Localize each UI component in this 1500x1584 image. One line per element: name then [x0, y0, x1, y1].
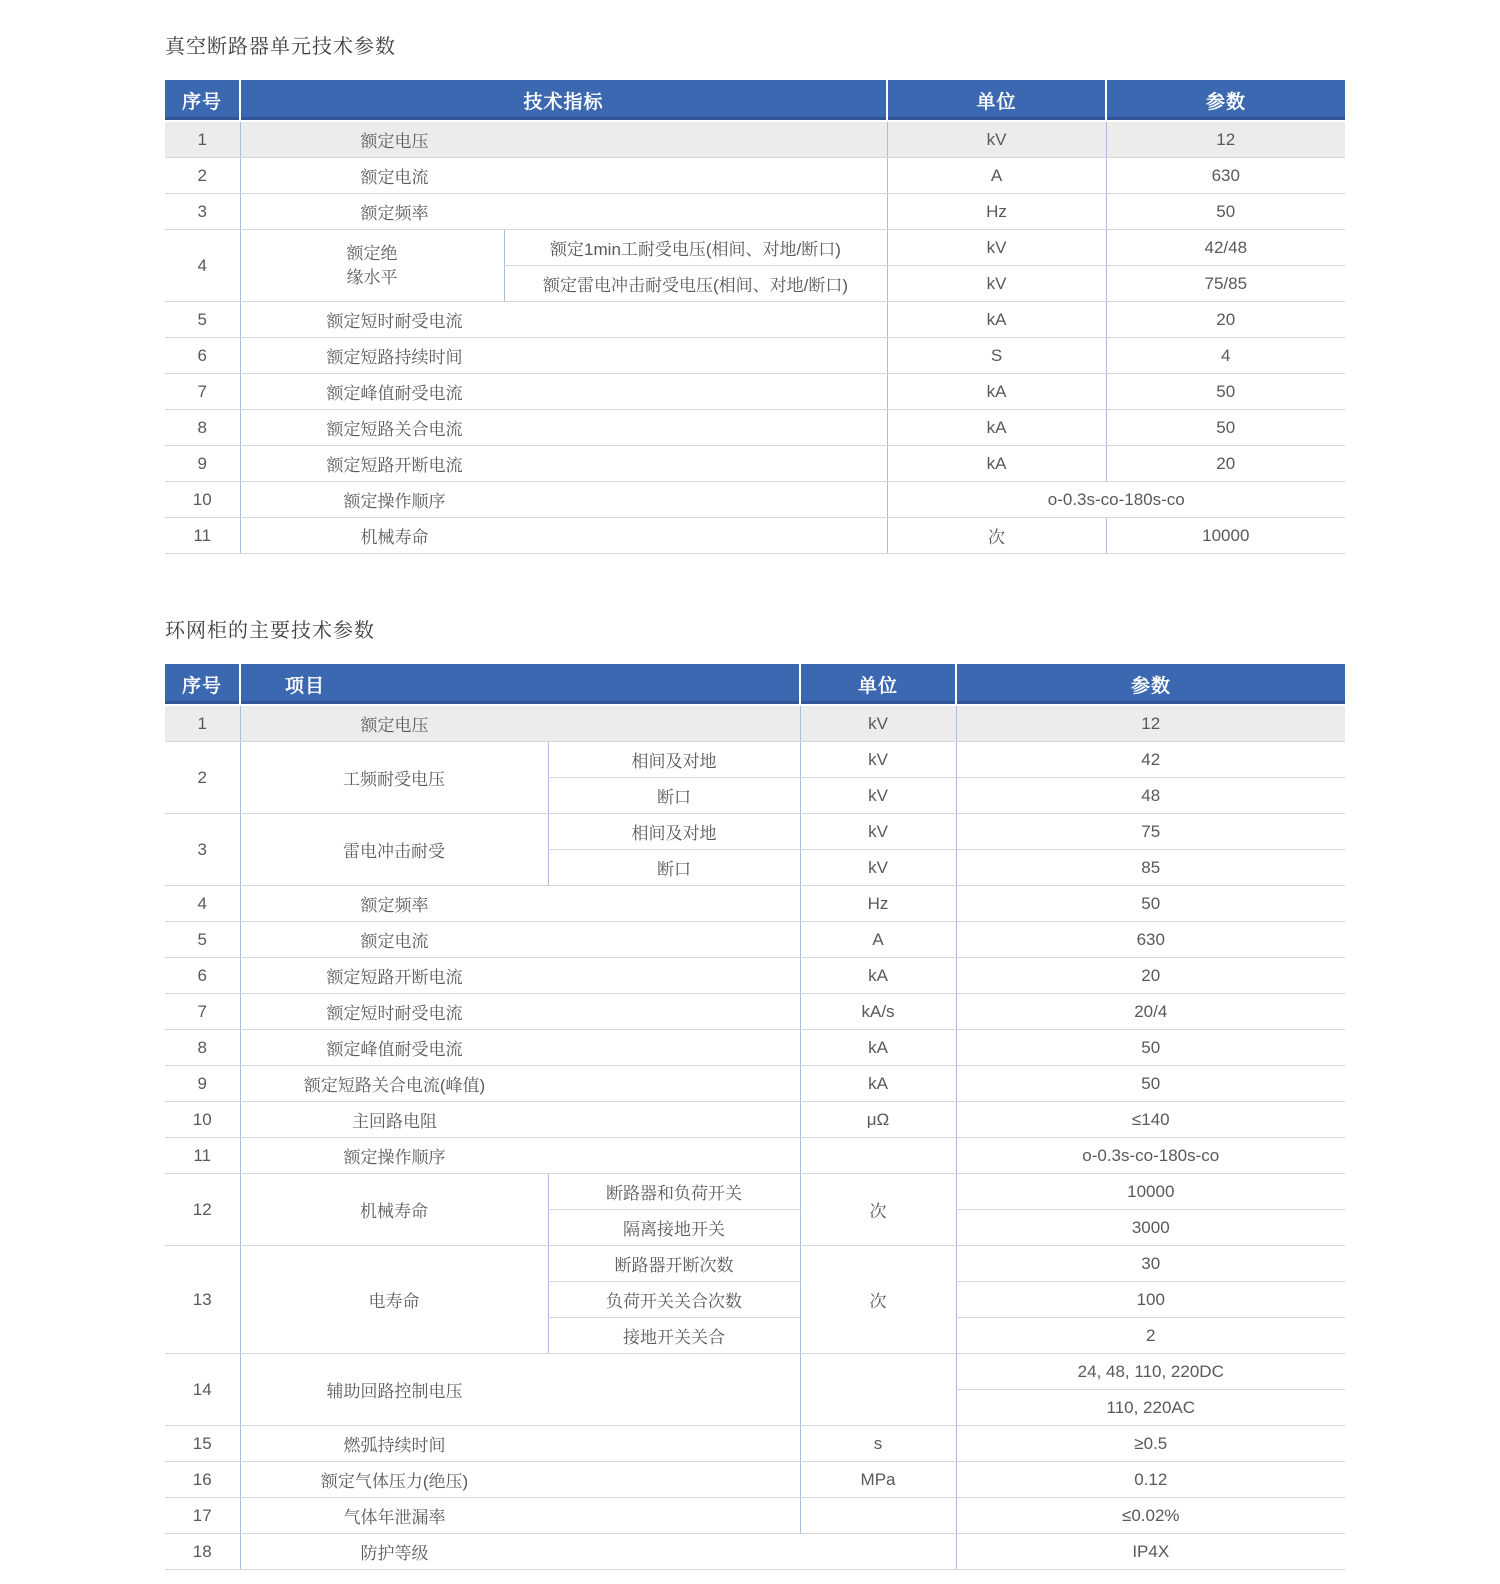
- unit-cell: Hz: [887, 194, 1106, 230]
- value-cell: 20: [956, 958, 1345, 994]
- value-cell: 12: [1106, 121, 1345, 158]
- value-cell: 2: [956, 1318, 1345, 1354]
- row-number: 11: [165, 1138, 240, 1174]
- table-row: [165, 1174, 1345, 1210]
- item-cell: 气体年泄漏率: [240, 1498, 800, 1534]
- unit-cell: kV: [800, 778, 956, 814]
- item-cell: 额定频率: [240, 886, 800, 922]
- unit-cell: kV: [800, 814, 956, 850]
- rmu-parameters-table: [165, 664, 1345, 1570]
- item-cell: 额定电流: [240, 922, 800, 958]
- sub-item-cell: 负荷开关关合次数: [548, 1282, 800, 1318]
- item-cell: 额定电流: [240, 158, 887, 194]
- row-number: 2: [165, 742, 240, 814]
- unit-cell: MPa: [800, 1462, 956, 1498]
- row-number: 8: [165, 410, 240, 446]
- table2-header-param: 参数: [956, 664, 1345, 705]
- row-number: 7: [165, 994, 240, 1030]
- item-cell: 辅助回路控制电压: [240, 1354, 800, 1426]
- table1-header-no: 序号: [165, 80, 240, 121]
- table-row: [165, 158, 1345, 194]
- value-cell: 630: [1106, 158, 1345, 194]
- unit-cell: A: [887, 158, 1106, 194]
- unit-cell: kA: [887, 410, 1106, 446]
- unit-cell: kV: [887, 230, 1106, 266]
- row-number: 7: [165, 374, 240, 410]
- item-cell: 电寿命: [240, 1246, 548, 1354]
- sub-item-cell: 相间及对地: [548, 814, 800, 850]
- item-cell: 额定操作顺序: [240, 482, 887, 518]
- table-row: [165, 121, 1345, 158]
- value-cell: 3000: [956, 1210, 1345, 1246]
- value-cell: 50: [1106, 410, 1345, 446]
- value-cell: 50: [956, 886, 1345, 922]
- value-cell: o-0.3s-co-180s-co: [956, 1138, 1345, 1174]
- row-number: 12: [165, 1174, 240, 1246]
- unit-cell: s: [800, 1426, 956, 1462]
- row-number: 8: [165, 1030, 240, 1066]
- unit-cell: A: [800, 922, 956, 958]
- row-number: 14: [165, 1354, 240, 1426]
- sub-item-cell: 额定1min工耐受电压(相间、对地/断口): [504, 230, 887, 266]
- value-cell: 50: [956, 1066, 1345, 1102]
- table-row: [165, 958, 1345, 994]
- sub-item-cell: 断口: [548, 850, 800, 886]
- unit-cell: 次: [800, 1174, 956, 1246]
- sub-item-cell: 相间及对地: [548, 742, 800, 778]
- value-cell: 50: [1106, 194, 1345, 230]
- table-row: [165, 1030, 1345, 1066]
- table-row: [165, 742, 1345, 778]
- row-number: 3: [165, 194, 240, 230]
- value-cell: 20: [1106, 302, 1345, 338]
- table-row: [165, 302, 1345, 338]
- unit-cell: kV: [800, 705, 956, 742]
- item-cell: 燃弧持续时间: [240, 1426, 800, 1462]
- row-number: 10: [165, 482, 240, 518]
- sub-item-cell: 额定雷电冲击耐受电压(相间、对地/断口): [504, 266, 887, 302]
- table-row: [165, 338, 1345, 374]
- item-cell: 工频耐受电压: [240, 742, 548, 814]
- table-row: [165, 410, 1345, 446]
- value-cell: 10000: [1106, 518, 1345, 554]
- table2-header-no: 序号: [165, 664, 240, 705]
- table2-header-unit: 单位: [800, 664, 956, 705]
- table-row: [165, 886, 1345, 922]
- item-cell: 额定短路关合电流(峰值): [240, 1066, 800, 1102]
- unit-cell: kV: [887, 121, 1106, 158]
- unit-cell: [800, 1138, 956, 1174]
- value-cell: ≥0.5: [956, 1426, 1345, 1462]
- unit-cell: kA: [887, 302, 1106, 338]
- unit-cell: kA: [800, 1030, 956, 1066]
- value-cell: 42/48: [1106, 230, 1345, 266]
- value-cell: 110, 220AC: [956, 1390, 1345, 1426]
- table1-header-unit: 单位: [887, 80, 1106, 121]
- row-number: 6: [165, 338, 240, 374]
- table-row: [165, 374, 1345, 410]
- table-row: [165, 1426, 1345, 1462]
- table-row: [165, 1138, 1345, 1174]
- value-cell: 75: [956, 814, 1345, 850]
- item-cell: 额定操作顺序: [240, 1138, 800, 1174]
- item-cell: 额定峰值耐受电流: [240, 374, 887, 410]
- row-number: 6: [165, 958, 240, 994]
- unit-cell: kA: [887, 446, 1106, 482]
- value-cell: 0.12: [956, 1462, 1345, 1498]
- value-cell: 75/85: [1106, 266, 1345, 302]
- table-row: [165, 1066, 1345, 1102]
- table1-header-indicator: 技术指标: [240, 80, 887, 121]
- row-number: 4: [165, 886, 240, 922]
- table2-header-row: [165, 664, 1345, 705]
- item-cell: 雷电冲击耐受: [240, 814, 548, 886]
- unit-cell: 次: [800, 1246, 956, 1354]
- table-row: [165, 1462, 1345, 1498]
- row-number: 5: [165, 922, 240, 958]
- table2-title: 环网柜的主要技术参数: [165, 620, 375, 642]
- item-cell: 防护等级: [240, 1534, 956, 1570]
- table-row: [165, 922, 1345, 958]
- value-cell: 20: [1106, 446, 1345, 482]
- item-cell: 额定峰值耐受电流: [240, 1030, 800, 1066]
- unit-cell: [800, 1498, 956, 1534]
- unit-cell: kV: [800, 850, 956, 886]
- value-cell: 4: [1106, 338, 1345, 374]
- table-row: [165, 1354, 1345, 1390]
- item-cell: 机械寿命: [240, 1174, 548, 1246]
- table-row: [165, 446, 1345, 482]
- item-cell: 额定短路开断电流: [240, 958, 800, 994]
- table1-title: 真空断路器单元技术参数: [165, 36, 396, 58]
- table-row: [165, 194, 1345, 230]
- unit-cell: kV: [800, 742, 956, 778]
- item-cell: 额定气体压力(绝压): [240, 1462, 800, 1498]
- row-number: 1: [165, 121, 240, 158]
- sub-item-cell: 隔离接地开关: [548, 1210, 800, 1246]
- table1-header-param: 参数: [1106, 80, 1345, 121]
- value-cell: 10000: [956, 1174, 1345, 1210]
- row-number: 9: [165, 446, 240, 482]
- table1-header-row: [165, 80, 1345, 121]
- item-cell: 额定短路持续时间: [240, 338, 887, 374]
- row-number: 2: [165, 158, 240, 194]
- unit-cell: kA: [800, 958, 956, 994]
- value-cell: 20/4: [956, 994, 1345, 1030]
- value-cell: 100: [956, 1282, 1345, 1318]
- row-number: 3: [165, 814, 240, 886]
- unit-cell: 次: [887, 518, 1106, 554]
- unit-cell: kV: [887, 266, 1106, 302]
- table-row: [165, 1102, 1345, 1138]
- value-cell: IP4X: [956, 1534, 1345, 1570]
- value-cell: 85: [956, 850, 1345, 886]
- table-row: [165, 482, 1345, 518]
- value-cell: 50: [956, 1030, 1345, 1066]
- unit-cell: S: [887, 338, 1106, 374]
- row-number: 9: [165, 1066, 240, 1102]
- sub-item-cell: 接地开关关合: [548, 1318, 800, 1354]
- table-row: [165, 230, 1345, 266]
- row-number: 18: [165, 1534, 240, 1570]
- row-number: 4: [165, 230, 240, 302]
- value-cell: 50: [1106, 374, 1345, 410]
- value-cell: 12: [956, 705, 1345, 742]
- value-cell: 42: [956, 742, 1345, 778]
- unit-cell: μΩ: [800, 1102, 956, 1138]
- table-row: [165, 1534, 1345, 1570]
- item-cell: 额定频率: [240, 194, 887, 230]
- row-number: 16: [165, 1462, 240, 1498]
- sub-item-cell: 断口: [548, 778, 800, 814]
- unit-cell: kA: [887, 374, 1106, 410]
- value-cell: o-0.3s-co-180s-co: [887, 482, 1345, 518]
- item-cell: 额定短时耐受电流: [240, 994, 800, 1030]
- item-cell: 额定电压: [240, 705, 800, 742]
- table-row: [165, 1498, 1345, 1534]
- unit-cell: kA: [800, 1066, 956, 1102]
- row-number: 5: [165, 302, 240, 338]
- page-content: [165, 34, 1345, 1570]
- row-number: 17: [165, 1498, 240, 1534]
- table-row: [165, 518, 1345, 554]
- vcb-parameters-table: [165, 80, 1345, 554]
- row-number: 11: [165, 518, 240, 554]
- item-cell: 额定短路关合电流: [240, 410, 887, 446]
- table-row: [165, 994, 1345, 1030]
- table2-header-item: 项目: [240, 664, 800, 705]
- item-cell: 额定短时耐受电流: [240, 302, 887, 338]
- sub-item-cell: 断路器和负荷开关: [548, 1174, 800, 1210]
- item-cell: 机械寿命: [240, 518, 887, 554]
- item-cell: 额定短路开断电流: [240, 446, 887, 482]
- value-cell: 48: [956, 778, 1345, 814]
- table-row: [165, 814, 1345, 850]
- row-number: 10: [165, 1102, 240, 1138]
- value-cell: 630: [956, 922, 1345, 958]
- unit-cell: Hz: [800, 886, 956, 922]
- value-cell: 24, 48, 110, 220DC: [956, 1354, 1345, 1390]
- row-number: 15: [165, 1426, 240, 1462]
- value-cell: 30: [956, 1246, 1345, 1282]
- item-cell: 额定电压: [240, 121, 887, 158]
- value-cell: ≤0.02%: [956, 1498, 1345, 1534]
- table-row: [165, 1246, 1345, 1282]
- row-number: 1: [165, 705, 240, 742]
- item-cell: 额定绝 缘水平: [240, 230, 504, 302]
- table-row: [165, 705, 1345, 742]
- unit-cell: kA/s: [800, 994, 956, 1030]
- item-cell: 主回路电阻: [240, 1102, 800, 1138]
- row-number: 13: [165, 1246, 240, 1354]
- sub-item-cell: 断路器开断次数: [548, 1246, 800, 1282]
- value-cell: ≤140: [956, 1102, 1345, 1138]
- unit-cell: [800, 1354, 956, 1426]
